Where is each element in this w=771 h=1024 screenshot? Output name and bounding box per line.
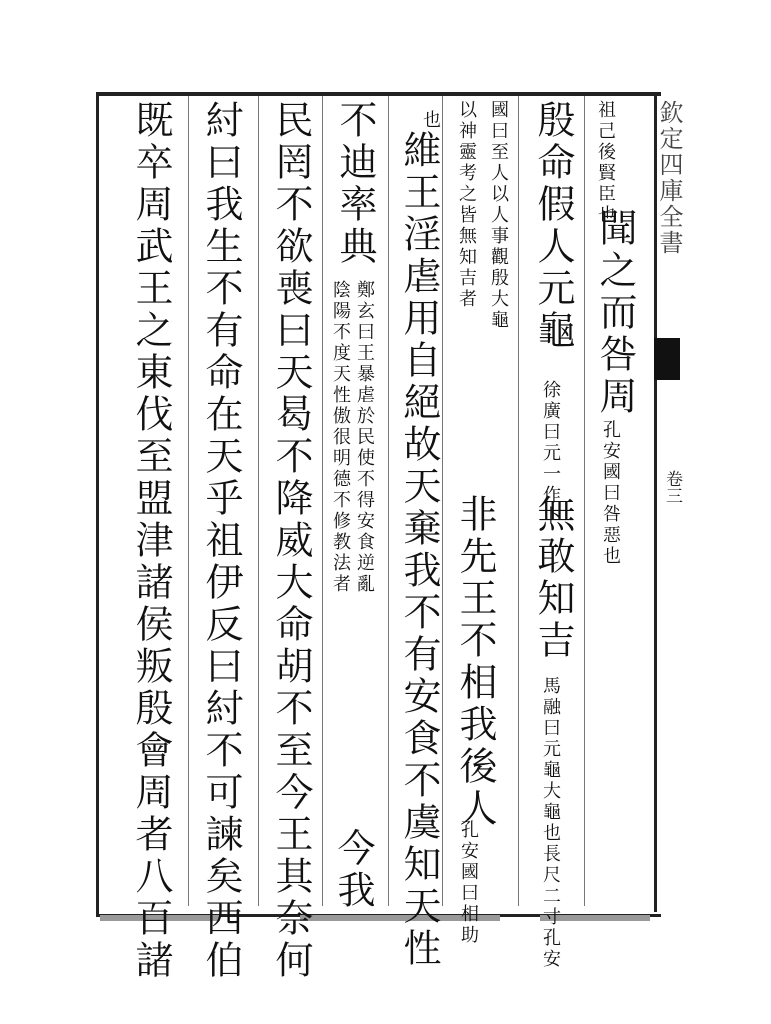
main-text-column: 今我 xyxy=(331,828,375,912)
juan-number: 卷三 xyxy=(662,470,682,504)
main-text-column: 既卒周武王之東伐至盟津諸侯叛殷會周者八百諸 xyxy=(129,100,173,982)
column-divider xyxy=(584,96,585,906)
annotation-line: 也 xyxy=(420,110,441,131)
annotation-line: 孔安國曰咎惡也 xyxy=(600,420,621,567)
main-text-column: 非先王不相我後人 xyxy=(453,494,497,830)
annotation-line: 國曰至人以人事觀殷大龜 xyxy=(488,100,509,331)
column-divider xyxy=(322,96,323,906)
page-frame xyxy=(96,92,661,917)
main-text-column: 維王淫虐用自絕故天棄我不有安食不虞知天性 xyxy=(397,130,441,970)
column-divider xyxy=(442,96,443,906)
main-text-column: 殷命假人元龜 xyxy=(531,100,575,352)
margin-title: 欽定四庫全書 xyxy=(655,100,683,256)
annotation-line: 馬融曰元龜大龜也長尺二寸孔安 xyxy=(540,676,561,970)
column-divider xyxy=(188,96,189,906)
annotation-line: 祖己後賢臣也 xyxy=(595,100,616,226)
annotation-line: 陰陽不度天性傲很明德不修教法者 xyxy=(330,280,351,595)
main-text-column: 聞之而咎周 xyxy=(593,208,637,418)
fishtail-mark xyxy=(654,338,680,380)
annotation-line: 鄭玄曰王暴虐於民使不得安食逆亂 xyxy=(354,280,375,595)
column-divider xyxy=(258,96,259,906)
column-divider xyxy=(518,96,519,906)
main-text-column: 無敢知吉 xyxy=(531,494,575,662)
annotation-line: 以神靈考之皆無知吉者 xyxy=(456,100,477,310)
column-divider xyxy=(388,96,389,906)
annotation-line: 孔安國曰相助 xyxy=(458,820,479,946)
annotation-line: 徐廣曰元一作卜 xyxy=(540,380,561,527)
main-text-column: 紂曰我生不有命在天乎祖伊反曰紂不可諫矣西伯 xyxy=(199,100,243,982)
main-text-column: 民罔不欲喪曰天曷不降威大命胡不至今王其奈何 xyxy=(269,100,313,982)
main-text-column: 不迪率典 xyxy=(333,100,377,268)
